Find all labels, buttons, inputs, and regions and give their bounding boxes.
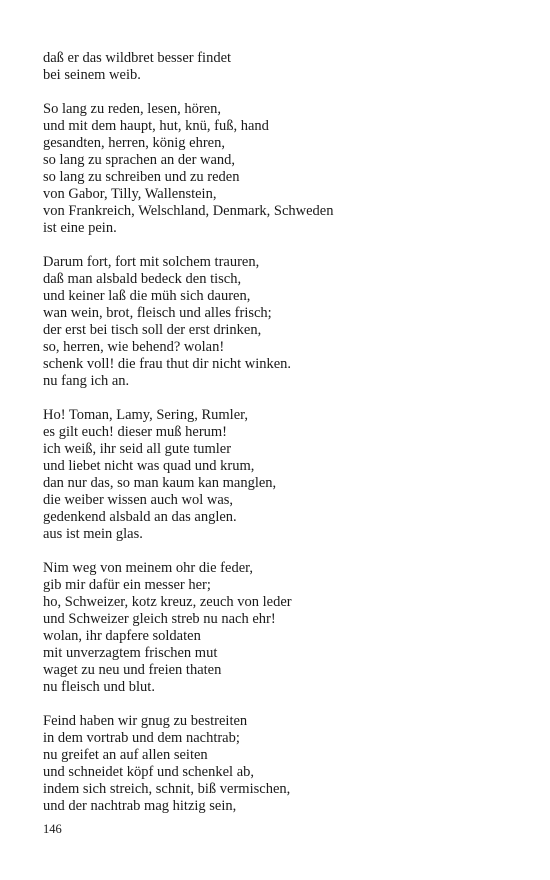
verse-line: schenk voll! die frau thut dir nicht winken.	[43, 356, 292, 372]
verse-line: und der nachtrab mag hitzig sein,	[43, 798, 237, 814]
verse-line: Ho! Toman, Lamy, Sering, Rumler,	[43, 407, 248, 423]
verse-line: indem sich streich, schnit, biß vermischen,	[43, 781, 291, 797]
stanza	[43, 101, 523, 237]
verse-line: gib mir dafür ein messer her;	[43, 577, 211, 593]
verse-line: der erst bei tisch soll der erst drinken,	[43, 322, 262, 338]
verse-line: bei seinem weib.	[43, 67, 141, 83]
verse-line: nu fang ich an.	[43, 373, 130, 389]
verse-line: und Schweizer gleich streb nu nach ehr!	[43, 611, 276, 627]
verse-line: es gilt euch! dieser muß herum!	[43, 424, 228, 440]
poem-body	[43, 50, 523, 832]
verse-line: so, herren, wie behend? wolan!	[43, 339, 225, 355]
stanza	[43, 560, 523, 696]
verse-line: Darum fort, fort mit solchem trauren,	[43, 254, 260, 270]
stanza	[43, 50, 523, 84]
verse-line: in dem vortrab und dem nachtrab;	[43, 730, 240, 746]
verse-line: nu fleisch und blut.	[43, 679, 155, 695]
verse-line: Feind haben wir gnug zu bestreiten	[43, 713, 248, 729]
verse-line: von Frankreich, Welschland, Denmark, Schweden	[43, 203, 334, 219]
verse-line: waget zu neu und freien thaten	[43, 662, 222, 678]
verse-line: und keiner laß die müh sich dauren,	[43, 288, 251, 304]
verse-line: ho, Schweizer, kotz kreuz, zeuch von leder	[43, 594, 292, 610]
page-number: 146	[43, 822, 62, 836]
verse-line: wan wein, brot, fleisch und alles frisch;	[43, 305, 272, 321]
verse-line: daß er das wildbret besser findet	[43, 50, 232, 66]
verse-line: ich weiß, ihr seid all gute tumler	[43, 441, 232, 457]
verse-line: so lang zu schreiben und zu reden	[43, 169, 240, 185]
verse-line: aus ist mein glas.	[43, 526, 143, 542]
verse-line: nu greifet an auf allen seiten	[43, 747, 208, 763]
verse-line: dan nur das, so man kaum kan manglen,	[43, 475, 277, 491]
verse-line: und schneidet köpf und schenkel ab,	[43, 764, 255, 780]
verse-line: von Gabor, Tilly, Wallenstein,	[43, 186, 217, 202]
verse-line: daß man alsbald bedeck den tisch,	[43, 271, 242, 287]
verse-line: ist eine pein.	[43, 220, 117, 236]
verse-line: so lang zu sprachen an der wand,	[43, 152, 236, 168]
verse-line: gesandten, herren, könig ehren,	[43, 135, 225, 151]
stanza	[43, 254, 523, 390]
stanza	[43, 713, 523, 815]
verse-line: gedenkend alsbald an das anglen.	[43, 509, 237, 525]
verse-line: mit unverzagtem frischen mut	[43, 645, 218, 661]
verse-line: und liebet nicht was quad und krum,	[43, 458, 255, 474]
verse-line: wolan, ihr dapfere soldaten	[43, 628, 201, 644]
verse-line: So lang zu reden, lesen, hören,	[43, 101, 221, 117]
verse-line: die weiber wissen auch wol was,	[43, 492, 234, 508]
verse-line: Nim weg von meinem ohr die feder,	[43, 560, 254, 576]
stanza	[43, 407, 523, 543]
verse-line: und mit dem haupt, hut, knü, fuß, hand	[43, 118, 269, 134]
